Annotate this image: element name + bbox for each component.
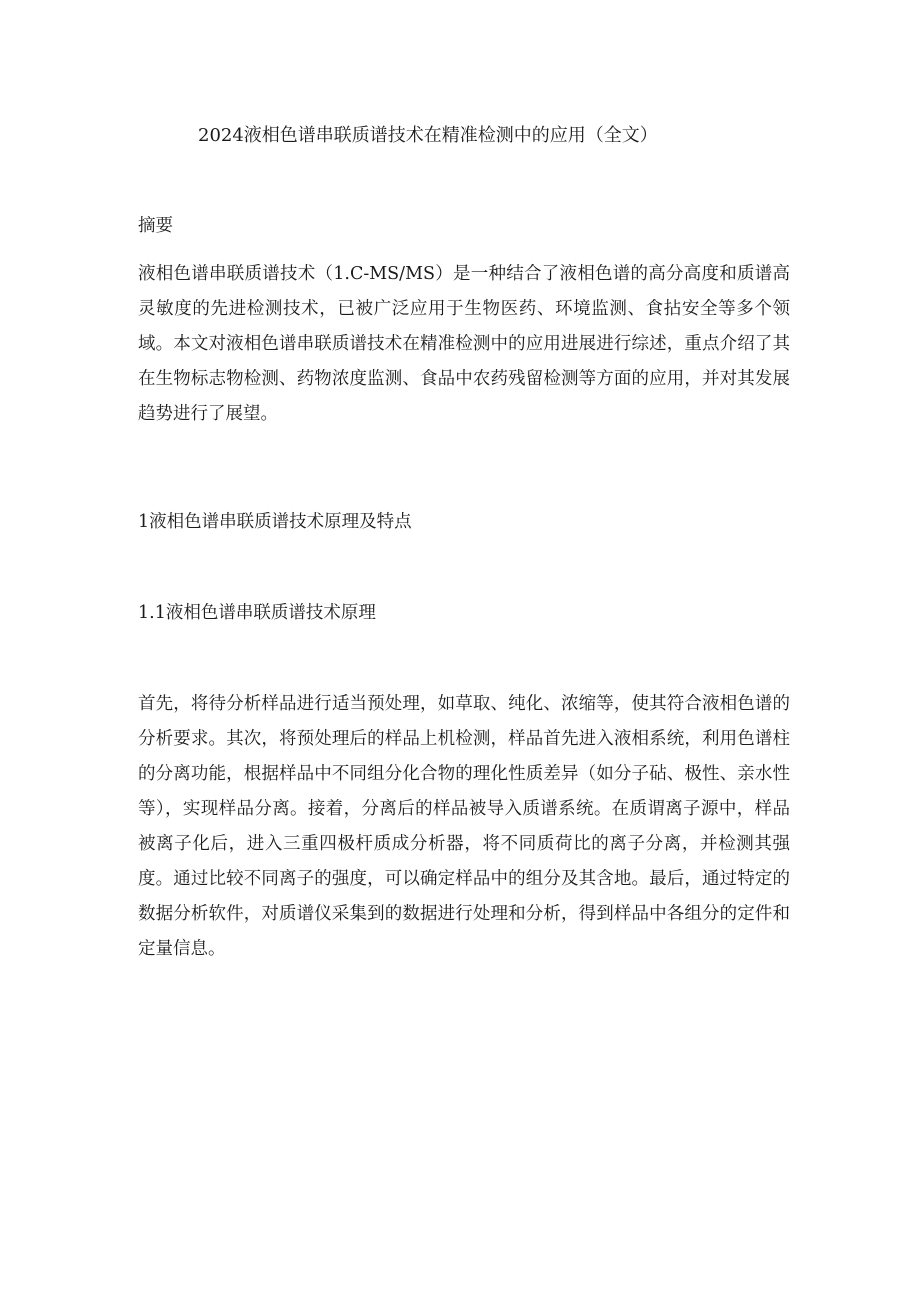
section-1-1-paragraph: 首先，将待分析样品进行适当预处理，如草取、纯化、浓缩等，使其符合液相色谱的分析要求。其次，将预处理后的样品上机检测，样品首先进入液相系统，利用色谱柱的分离功能，根据样品中不同组分化合物的理化性质差异（如分子砧、极性、亲水性等），实现样品分离。接着，分离后的样品被导入质谱系统。在质谓离子源中，样品被离子化后，进入三重四极杆质成分析器，将不同质荷比的离子分离，并检测其强度。通过比较不同离子的强度，可以确定样品中的组分及其含地。最后，通过特定的数据分析软件，对质谱仪采集到的数据进行处理和分析，得到样品中各组分的定件和定量信息。 [138,694,790,959]
abstract-body [138,257,790,432]
section-1-heading: 1液相色谱串联质谱技术原理及特点 [138,512,412,532]
section-1-1-heading: 1.1液相色谱串联质谱技术原理 [138,603,376,623]
abstract-heading: 摘要 [138,216,173,236]
document-title: 2024液相色谱串联质谱技术在精准检测中的应用（全文） [198,125,658,146]
section-1-1-body [138,687,790,967]
abstract-paragraph: 液相色谱串联质谱技术（1.C-MS/MS）是一种结合了液相色谱的高分高度和质谱高灵敏度的先进检测技术，已被广泛应用于生物医药、环境监测、食拈安全等多个领域。本文对液相色谱串联质谱技术在精准检测中的应用进展进行综述，重点介绍了其在生物标志物检测、药物浓度监测、食品中农药残留检测等方面的应用，并对其发展趋势进行了展望。 [138,264,790,424]
